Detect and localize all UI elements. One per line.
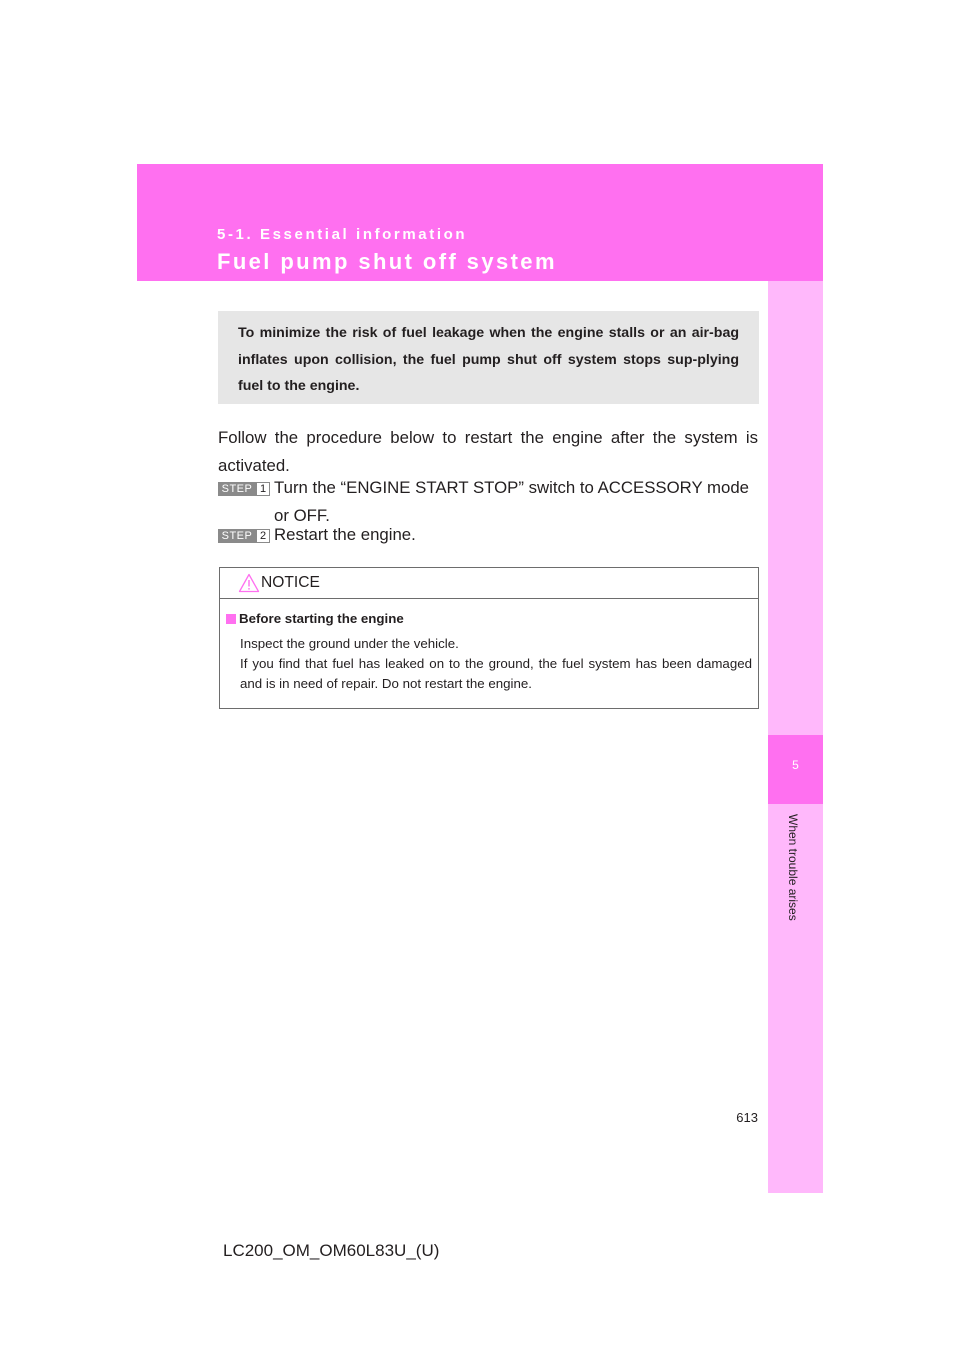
intro-text: To minimize the risk of fuel leakage when the engine stalls or an air-bag inflates upon collision, the fuel pump shut off system stops sup-plying fuel to the engine. [238, 325, 739, 394]
notice-line-1: Inspect the ground under the vehicle. [240, 636, 459, 651]
section-label: 5-1. Essential information [217, 226, 468, 243]
warning-triangle-icon [238, 573, 260, 593]
page-number: 613 [736, 1110, 758, 1125]
notice-title: NOTICE [261, 574, 320, 591]
step-badge [218, 529, 270, 543]
chapter-name: When trouble arises [786, 814, 800, 921]
square-bullet-icon [226, 614, 236, 624]
chapter-number: 5 [792, 758, 799, 772]
body-paragraph: Follow the procedure below to restart the engine after the system is activated. [218, 428, 758, 475]
document-code: LC200_OM_OM60L83U_(U) [223, 1241, 440, 1260]
page-title: Fuel pump shut off system [217, 249, 557, 274]
step-text: Restart the engine. [274, 525, 416, 544]
notice-body [220, 599, 758, 694]
step-2 [218, 521, 758, 549]
notice-box [219, 567, 759, 709]
step-badge [218, 482, 270, 496]
step-text: Turn the “ENGINE START STOP” switch to ACCESSORY mode or OFF. [274, 478, 750, 525]
notice-header [220, 568, 758, 599]
intro-box [218, 311, 759, 404]
step-badge-label: STEP [218, 482, 256, 496]
step-badge-number: 1 [256, 482, 270, 496]
notice-line-2: If you find that fuel has leaked on to the ground, the fuel system has been damaged and is in need of repair. Do not restart the engine. [240, 656, 752, 691]
step-badge-number: 2 [256, 529, 270, 543]
step-badge-label: STEP [218, 529, 256, 543]
notice-subheading-text: Before starting the engine [239, 611, 404, 626]
notice-subheading [226, 611, 752, 626]
